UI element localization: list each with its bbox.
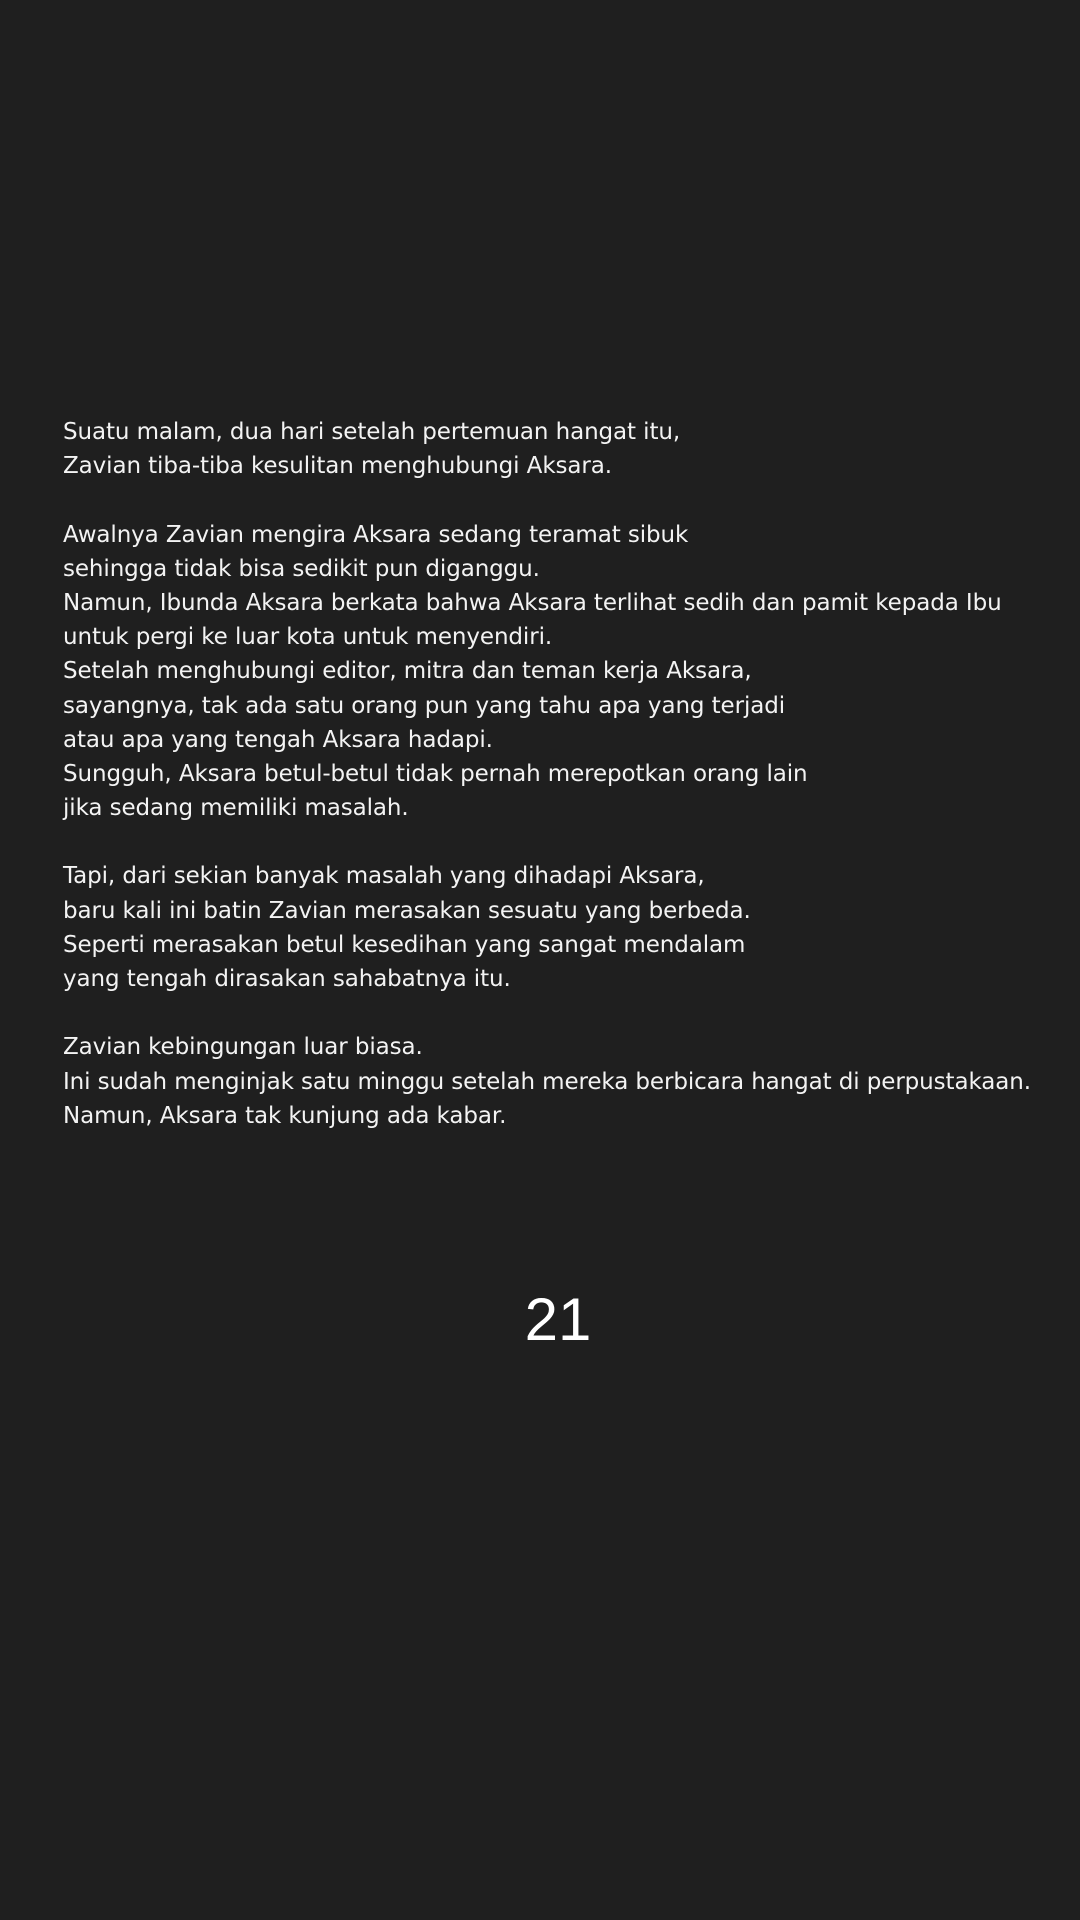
story-text — [63, 415, 1043, 1133]
story-line: Awalnya Zavian mengira Aksara sedang teramat sibuk — [63, 521, 689, 548]
story-line: Setelah menghubungi editor, mitra dan teman kerja Aksara, — [63, 658, 752, 685]
story-line: Ini sudah menginjak satu minggu setelah mereka berbicara hangat di perpustakaan. — [63, 1068, 1031, 1095]
story-line: sayangnya, tak ada satu orang pun yang tahu apa yang terjadi — [63, 692, 786, 719]
story-line: yang tengah dirasakan sahabatnya itu. — [63, 966, 511, 992]
story-line: Seperti merasakan betul kesedihan yang sangat mendalam — [63, 931, 746, 958]
story-line: Sungguh, Aksara betul-betul tidak pernah merepotkan orang lain — [63, 760, 808, 787]
story-line: jika sedang memiliki masalah. — [63, 795, 409, 822]
story-line: sehingga tidak bisa sedikit pun diganggu. — [63, 555, 540, 582]
story-line: Zavian tiba-tiba kesulitan menghubungi Aksara. — [63, 453, 612, 480]
story-line: atau apa yang tengah Aksara hadapi. — [63, 726, 493, 753]
story-line: Namun, Aksara tak kunjung ada kabar. — [63, 1102, 507, 1129]
story-line: untuk pergi ke luar kota untuk menyendiri. — [63, 624, 553, 651]
paragraph-gap — [63, 996, 1043, 1030]
story-line: Namun, Ibunda Aksara berkata bahwa Aksara terlihat sedih dan pamit kepada Ibu — [63, 589, 1002, 616]
page-number: 21 — [524, 1286, 592, 1353]
paragraph-gap — [63, 483, 1043, 517]
story-line: Tapi, dari sekian banyak masalah yang dihadapi Aksara, — [63, 863, 705, 890]
paragraph-gap — [63, 825, 1043, 859]
story-line: baru kali ini batin Zavian merasakan sesuatu yang berbeda. — [63, 897, 751, 924]
story-line: Zavian kebingungan luar biasa. — [63, 1034, 423, 1061]
story-line: Suatu malam, dua hari setelah pertemuan hangat itu, — [63, 419, 681, 445]
